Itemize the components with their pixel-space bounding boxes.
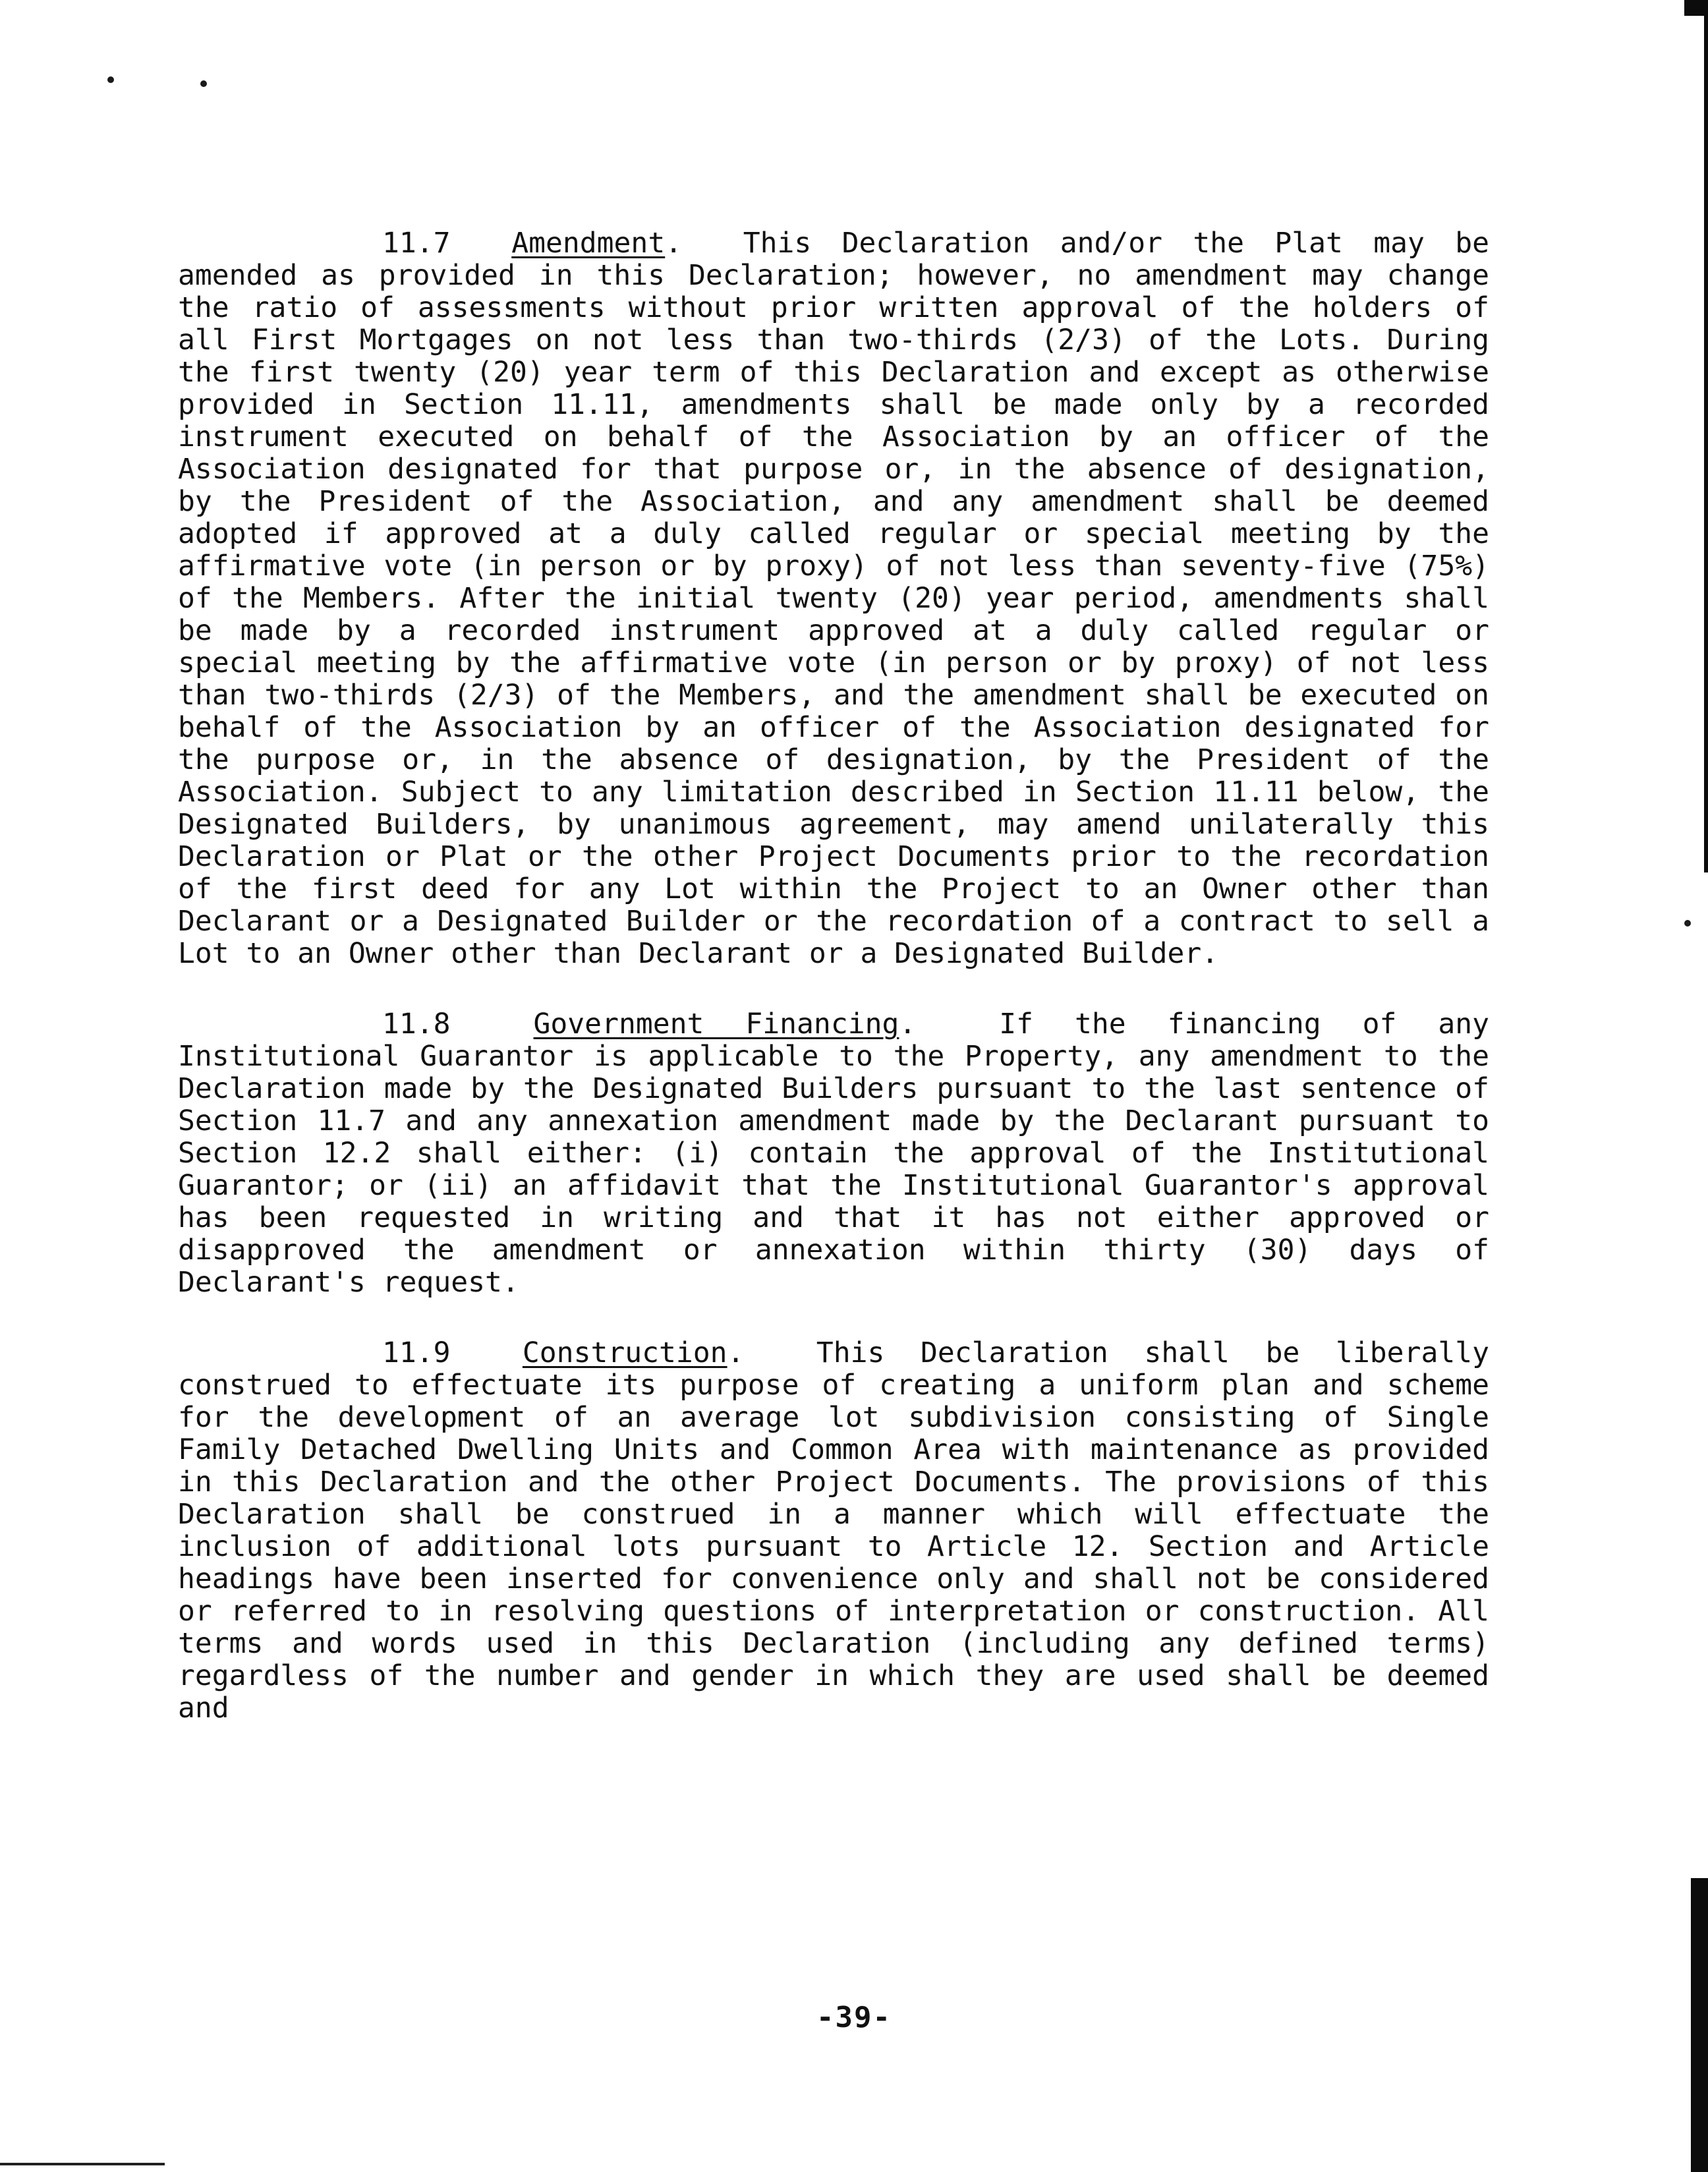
section-heading: Government Financing xyxy=(533,1008,899,1041)
section-number: 11.9 xyxy=(382,1336,451,1369)
section-number: 11.8 xyxy=(382,1008,451,1041)
section-body: If the financing of any Institutional Guarantor is applicable to the Property, any amendment to the Declaration made by the Designated Builders pursuant to the last sentence of Section 11.7 and any annexation amendment made by the Declarant pursuant to Section 12.2 shall either: (i) contain the approval of the Institutional Guarantor; or (ii) an affidavit that the Institutional Guarantor's approval has been requested in writing and that it has not either approved or disapproved the amendment or annexation within thirty (30) days of Declarant's request. xyxy=(178,1008,1489,1299)
page-number: -39- xyxy=(816,2001,892,2034)
scan-edge-top xyxy=(1684,0,1708,16)
section-11-9 xyxy=(178,1337,1489,1725)
scan-bottom-rule xyxy=(0,2163,165,2165)
section-paragraph: 11.7 Amendment. This Declaration and/or the Plat may be amended as provided in this Declaration; however, no amendment may change the ratio of assessments without prior written approval of the holders of all First Mortgages on not less than two-thirds (2/3) of the Lots. During the first twenty (20) year term of this Declaration and except as otherwise provided in Section 11.11, amendments shall be made only by a recorded instrument executed on behalf of the Association by an officer of the Association designated for that purpose or, in the absence of designation, by the President of the Association, and any amendment shall be deemed adopted if approved at a duly called regular or special meeting by the affirmative vote (in person or by proxy) of not less than seventy-five (75%) of the Members. After the initial twenty (20) year period, amendments shall be made by a recorded instrument approved at a duly called regular or special meeting by the affirmative vote (in person or by proxy) of not less than two-thirds (2/3) of the Members, and the amendment shall be executed on behalf of the Association by an officer of the Association designated for the purpose or, in the absence of designation, by the President of the Association. Subject to any limitation described in Section 11.11 below, the Designated Builders, by unanimous agreement, may amend unilaterally this Declaration or Plat or the other Project Documents prior to the recordation of the first deed for any Lot within the Project to an Owner other than Declarant or a Designated Builder or the recordation of a contract to sell a Lot to an Owner other than Declarant or a Designated Builder. xyxy=(178,227,1490,970)
section-heading: Amendment xyxy=(511,227,666,260)
section-body: This Declaration shall be liberally construed to effectuate its purpose of creating a uniform plan and scheme for the development of an average lot subdivision consisting of Single Family Detached Dwelling Units and Common Area with maintenance as provided in this Declaration and the other Project Documents. The provisions of this Declaration shall be construed in a manner which will effectuate the inclusion of additional lots pursuant to Article 12. Section and Article headings have been inserted for convenience only and shall not be considered or referred to in resolving questions of interpretation or construction. All terms and words used in this Declaration (including any defined terms) regardless of the number and gender in which they are used shall be deemed and xyxy=(178,1336,1490,1725)
scan-speck xyxy=(200,80,207,87)
section-11-8 xyxy=(178,1008,1489,1299)
section-paragraph: 11.9 Construction. This Declaration shall be liberally construed to effectuate its purpose of creating a uniform plan and scheme for the development of an average lot subdivision consisting of Single Family Detached Dwelling Units and Common Area with maintenance as provided in this Declaration and the other Project Documents. The provisions of this Declaration shall be construed in a manner which will effectuate the inclusion of additional lots pursuant to Article 12. Section and Article headings have been inserted for convenience only and shall not be considered or referred to in resolving questions of interpretation or construction. All terms and words used in this Declaration (including any defined terms) regardless of the number and gender in which they are used shall be deemed and xyxy=(178,1336,1490,1725)
section-number: 11.7 xyxy=(382,227,451,260)
scan-speck xyxy=(1684,920,1691,927)
section-body: This Declaration and/or the Plat may be amended as provided in this Declaration; however, no amendment may change the ratio of assessments without prior written approval of the holders of all First Mortgages on not less than two-thirds (2/3) of the Lots. During the first twenty (20) year term of this Declaration and except as otherwise provided in Section 11.11, amendments shall be made only by a recorded instrument executed on behalf of the Association by an officer of the Association designated for that purpose or, in the absence of designation, by the President of the Association, and any amendment shall be deemed adopted if approved at a duly called regular or special meeting by the affirmative vote (in person or by proxy) of not less than seventy-five (75%) of the Members. After the initial twenty (20) year period, amendments shall be made by a recorded instrument approved at a duly called regular or special meeting by the affirmative vote (in person or by proxy) of not less than two-thirds (2/3) of the Members, and the amendment shall be executed on behalf of the Association by an officer of the Association designated for the purpose or, in the absence of designation, by the President of the Association. Subject to any limitation described in Section 11.11 below, the Designated Builders, by unanimous agreement, may amend unilaterally this Declaration or Plat or the other Project Documents prior to the recordation of the first deed for any Lot within the Project to an Owner other than Declarant or a Designated Builder or the recordation of a contract to sell a Lot to an Owner other than Declarant or a Designated Builder. xyxy=(178,227,1490,970)
section-heading: Construction xyxy=(522,1336,727,1369)
section-11-7 xyxy=(178,227,1489,970)
scan-speck xyxy=(107,76,114,83)
document-body xyxy=(178,227,1489,1763)
scan-edge-right-upper xyxy=(1704,16,1708,872)
section-paragraph: 11.8 Government Financing. If the financing of any Institutional Guarantor is applicable to the Property, any amendment to the Declaration made by the Designated Builders pursuant to the last sentence of Section 11.7 and any annexation amendment made by the Declarant pursuant to Section 12.2 shall either: (i) contain the approval of the Institutional Guarantor; or (ii) an affidavit that the Institutional Guarantor's approval has been requested in writing and that it has not either approved or disapproved the amendment or annexation within thirty (30) days of Declarant's request. xyxy=(178,1008,1489,1299)
